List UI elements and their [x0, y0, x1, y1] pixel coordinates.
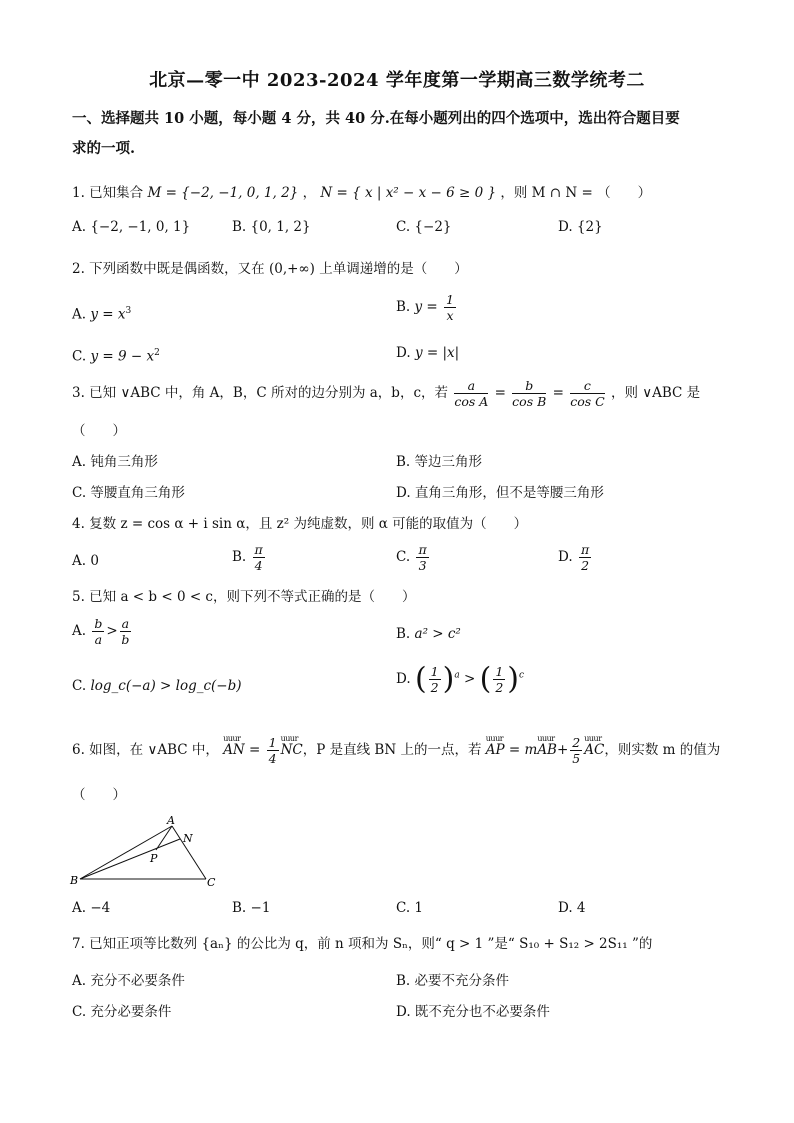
q2-option-b-lhs: y =	[414, 299, 438, 315]
q4-option-c-letter: C.	[396, 549, 411, 565]
q2-option-b-den: x	[446, 308, 454, 323]
q6-triangle-figure	[68, 812, 228, 892]
q6-vec-ab: uuur AB	[537, 739, 557, 761]
section-heading	[72, 104, 732, 164]
q5-d-den1: 2	[430, 680, 439, 695]
q4-option-d-den: 2	[581, 558, 590, 573]
q7-option-b[interactable]: B. 必要不充分条件	[396, 973, 510, 989]
q6-frac2-num: 2	[572, 735, 581, 750]
q5-d-exp2: c	[519, 670, 525, 681]
q2-option-c-expr: y = 9 − x	[90, 348, 155, 365]
q2-option-b-num: 1	[446, 292, 454, 307]
q6-frac1	[267, 735, 279, 766]
q4-option-a[interactable]: A. 0	[72, 553, 99, 569]
q5-option-d-letter: D.	[396, 671, 411, 687]
q6-option-c[interactable]: C. 1	[396, 900, 424, 916]
q5-a-n1: b	[94, 616, 103, 631]
q5-a-n2: a	[121, 616, 130, 631]
q3-option-b[interactable]: B. 等边三角形	[396, 454, 483, 470]
q2-option-c-sup: 2	[154, 348, 160, 358]
q5-option-c[interactable]	[72, 675, 242, 697]
q5-option-b[interactable]	[396, 623, 461, 645]
q4-option-c-num: π	[418, 542, 427, 557]
q6-vec-ap: uuur AP	[486, 739, 505, 761]
q5-option-d-frac1	[429, 664, 441, 695]
q6-answer-paren: （ ）	[72, 787, 126, 803]
q2-option-b-fraction	[444, 292, 456, 323]
q5-d-num1: 1	[430, 664, 439, 679]
q1-comma: ，	[302, 185, 317, 201]
q5-option-d[interactable]: D. ( $\frac{1}{2}$ )$^a$ > ( $\frac{1}{2}$ )$^c$	[396, 661, 525, 697]
label-b: B	[70, 874, 79, 887]
q3-eq-2: =	[552, 385, 564, 401]
q4-option-d-fraction	[579, 542, 591, 573]
q2-option-a-expr: y = x	[90, 306, 126, 323]
q5-a-d2: b	[121, 632, 130, 647]
q1-set-M: M = {−2, −1, 0, 1, 2}	[147, 185, 299, 201]
q5-a-gt: >	[106, 623, 118, 639]
q3-option-d[interactable]: D. 直角三角形，但不是等腰三角形	[396, 485, 604, 501]
q3-f1-num: a	[454, 378, 488, 394]
label-a: A	[167, 814, 175, 827]
q7-option-c[interactable]: C. 充分必要条件	[72, 1004, 172, 1020]
q3-fraction-b	[512, 378, 546, 409]
q1-prefix: 1. 已知集合	[72, 185, 144, 201]
q6-option-a[interactable]: A. −4	[72, 900, 111, 916]
q6-option-d[interactable]: D. 4	[558, 900, 586, 916]
q3-fraction-a	[454, 378, 488, 409]
q2-option-c-letter: C.	[72, 348, 87, 365]
q4-option-c-den: 3	[418, 558, 427, 573]
question-3-stem	[72, 378, 732, 409]
q5-option-b-expr: a² > c²	[414, 626, 461, 642]
side-ba	[80, 826, 172, 879]
q4-option-c-fraction	[416, 542, 428, 573]
q6-vec-an: uuur AN	[223, 739, 245, 761]
q1-option-c[interactable]: C. {−2}	[396, 219, 452, 235]
q7-option-a[interactable]: A. 充分不必要条件	[72, 973, 185, 989]
section-heading-line1: 一、选择题共 10 小题，每小题 4 分，共 40 分.在每小题列出的四个选项中，选出符合题目要	[72, 110, 680, 127]
q2-option-d-letter: D.	[396, 345, 411, 361]
q5-option-b-letter: B.	[396, 626, 411, 642]
q5-option-a-letter: A.	[72, 623, 87, 639]
q6-frac1-den: 4	[268, 751, 277, 766]
q2-option-d-expr: y = |x|	[414, 345, 460, 361]
q3-f1-den: cos A	[454, 394, 489, 409]
q5-a-d1: a	[94, 632, 103, 647]
q2-option-a-letter: A.	[72, 306, 87, 323]
q2-option-c[interactable]	[72, 342, 160, 368]
q6-suffix: ，则实数 m 的值为	[604, 742, 721, 758]
q6-eq2: = m	[508, 742, 538, 758]
q2-option-b-letter: B.	[396, 299, 411, 315]
q1-option-d[interactable]: D. {2}	[558, 219, 603, 235]
segment-ap	[156, 826, 172, 850]
q1-suffix: ，则 M ∩ N = （ ）	[500, 185, 652, 201]
q4-option-c[interactable]	[396, 542, 431, 573]
q3-eq-1: =	[494, 385, 506, 401]
q4-option-d[interactable]	[558, 542, 593, 573]
q6-frac2	[570, 735, 582, 766]
q3-f3-num: c	[570, 378, 604, 394]
q4-option-d-num: π	[580, 542, 590, 557]
question-7-stem: 7. 已知正项等比数列 {aₙ} 的公比为 q，前 n 项和为 Sₙ，则“ q > 1 ”是“ S₁₀ + S₁₂ > 2S₁₁ ”的	[72, 936, 653, 952]
q5-option-a-frac1	[92, 616, 104, 647]
q6-frac1-num: 1	[268, 735, 277, 750]
q6-frac2-den: 5	[572, 751, 581, 766]
q3-suffix: ，则 ∨ABC 是	[610, 385, 701, 401]
q5-option-a-frac2	[120, 616, 131, 647]
q2-option-a-sup: 3	[125, 306, 132, 316]
exam-title: 北京—零一中 2023-2024 学年度第一学期高三数学统考二	[149, 70, 645, 91]
q4-option-b-letter: B.	[232, 549, 247, 565]
question-2-stem: 2. 下列函数中既是偶函数，又在 (0,+∞) 上单调递增的是（ ）	[72, 261, 468, 277]
q4-option-b-num: π	[254, 542, 263, 557]
q4-option-b[interactable]	[232, 542, 267, 573]
q1-option-a[interactable]: A. {−2, −1, 0, 1}	[72, 219, 191, 235]
q6-prefix: 6. 如图，在 ∨ABC 中，	[72, 742, 219, 758]
q5-d-den2: 2	[495, 680, 504, 695]
q3-answer-paren: （ ）	[72, 423, 126, 439]
q5-option-a[interactable]	[72, 616, 133, 647]
q3-f2-num: b	[512, 378, 546, 394]
q5-option-d-frac2	[493, 664, 505, 695]
q2-option-d[interactable]	[396, 342, 459, 364]
q4-option-d-letter: D.	[558, 549, 573, 565]
q3-option-a[interactable]: A. 钝角三角形	[72, 454, 158, 470]
q6-option-b[interactable]: B. −1	[232, 900, 271, 916]
q3-option-c[interactable]: C. 等腰直角三角形	[72, 485, 185, 501]
q3-fraction-c	[570, 378, 604, 409]
q5-option-c-letter: C.	[72, 678, 87, 694]
q5-d-exp1: a	[454, 670, 460, 681]
label-c: C	[207, 876, 216, 889]
q6-eq1: =	[249, 742, 261, 758]
segment-bn	[80, 839, 180, 879]
q3-f3-den: cos C	[570, 394, 605, 409]
q5-option-c-expr: log_c(−a) > log_c(−b)	[90, 678, 242, 694]
q4-option-b-fraction	[253, 542, 265, 573]
q6-mid: ，P 是直线 BN 上的一点，若	[302, 742, 482, 758]
q7-option-d[interactable]: D. 既不充分也不必要条件	[396, 1004, 550, 1020]
question-6-stem	[72, 735, 732, 766]
q4-option-b-den: 4	[254, 558, 263, 573]
q1-set-N: N = { x | x² − x − 6 ≥ 0 }	[320, 185, 497, 201]
q3-prefix: 3. 已知 ∨ABC 中，角 A，B，C 所对的边分别为 a，b，c，若	[72, 385, 449, 401]
q6-vec-nc: uuur NC	[281, 739, 303, 761]
q5-d-gt: >	[464, 671, 476, 687]
q2-option-b[interactable]	[396, 292, 458, 323]
q3-f2-den: cos B	[512, 394, 547, 409]
q1-option-b[interactable]: B. {0, 1, 2}	[232, 219, 311, 235]
question-5-stem: 5. 已知 a < b < 0 < c，则下列不等式正确的是（ ）	[72, 589, 416, 605]
label-p: P	[150, 852, 158, 865]
section-heading-line2: 求的一项.	[72, 140, 136, 157]
q6-plus: +	[556, 742, 569, 758]
q5-d-num2: 1	[495, 664, 504, 679]
q6-vec-ac: uuur AC	[584, 739, 604, 761]
label-n: N	[183, 832, 193, 845]
q2-option-a[interactable]	[72, 300, 131, 326]
question-4-stem: 4. 复数 z = cos α + i sin α，且 z² 为纯虚数，则 α 可能的取值为（ ）	[72, 516, 528, 532]
question-1-stem	[72, 182, 732, 204]
